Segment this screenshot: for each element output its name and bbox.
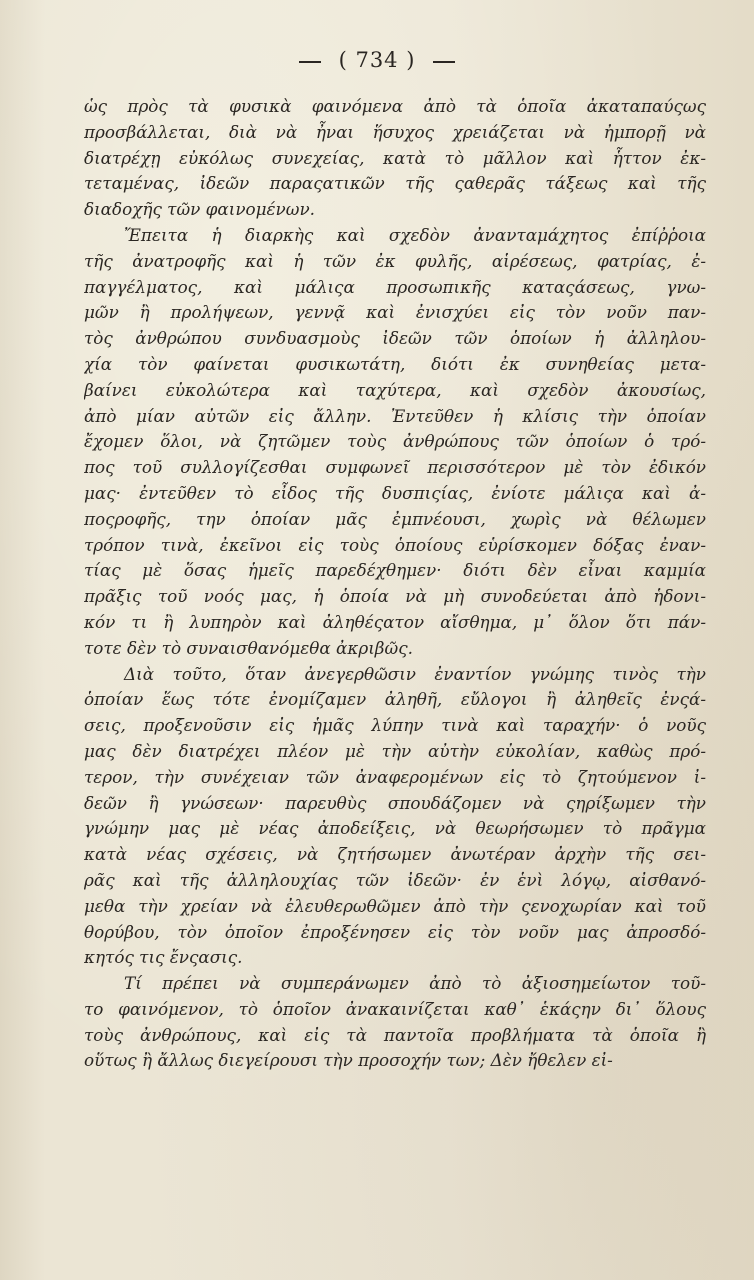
page-number: 734 [355,48,399,72]
text-line: κητός τις ἔνςασις. [84,947,243,968]
text-line: ρᾶς καὶ τῆς ἀλληλουχίας τῶν ἰδεῶν· ἐν ἑνὶ λόγῳ, αἰσθανό- [84,869,706,890]
header-dash-right [433,61,455,63]
paragraph [84,971,706,1074]
text-line: δεῶν ἢ γνώσεων· παρευθὺς σπουδάζομεν νὰ ςηρίξωμεν τὴν [84,792,706,813]
text-line: μῶν ἢ προλήψεων, γεννᾷ καὶ ἐνισχύει εἰς τὸν νοῦν παν- [84,302,706,323]
text-line: τοτε δὲν τὸ συναισθανόμεθα ἀκριβῶς. [84,637,413,658]
text-line: Ἔπειτα ἡ διαρκὴς καὶ σχεδὸν ἀνανταμάχητος ἐπίῤῥοια [124,224,706,245]
text-line: Τί πρέπει νὰ συμπεράνωμεν ἀπὸ τὸ ἀξιοσημείωτον τοῦ- [124,973,706,994]
paragraph [84,223,706,662]
text-line: μας δὲν διατρέχει πλέον μὲ τὴν αὐτὴν εὐκολίαν, καθὼς πρό- [84,740,706,761]
text-line: τρόπον τινὰ, ἐκεῖνοι εἰς τοὺς ὁποίους εὑρίσκομεν δόξας ἐναν- [84,534,706,555]
text-line: θορύβου, τὸν ὁποῖον ἐπροξένησεν εἰς τὸν νοῦν μας ἀπροσδό- [84,921,706,942]
text-line: ἔχομεν ὅλοι, νὰ ζητῶμεν τοὺς ἀνθρώπους τῶν ὁποίων ὁ τρό- [84,431,706,452]
text-line: οὕτως ἢ ἄλλως διεγείρουσι τὴν προσοχήν των; Δὲν ἤθελεν εἰ- [84,1050,613,1071]
text-line: τῆς ἀνατροφῆς καὶ ἡ τῶν ἐκ φυλῆς, αἱρέσεως, φατρίας, ἐ- [84,250,706,271]
text-line: χία τὸν φαίνεται φυσικωτάτη, διότι ἐκ συνηθείας μετα- [84,353,706,374]
text-line: ὁποίαν ἕως τότε ἐνομίζαμεν ἀληθῆ, εὔλογοι ἢ ἀληθεῖς ἐνςά- [84,689,706,710]
page-header [0,48,754,72]
body-text [84,94,706,1074]
text-line: γνώμην μας μὲ νέας ἀποδείξεις, νὰ θεωρήσωμεν τὸ πρᾶγμα [84,818,706,839]
text-line: διαδοχῆς τῶν φαινομένων. [84,199,315,220]
text-line: τίας μὲ ὅσας ἡμεῖς παρεδέχθημεν· διότι δὲν εἶναι καμμία [84,560,706,581]
text-line: προσβάλλεται, διὰ νὰ ἦναι ἥσυχος χρειάζεται νὰ ἠμπορῇ νὰ [84,121,706,142]
text-line: τερον, τὴν συνέχειαν τῶν ἀναφερομένων εἰς τὸ ζητούμενον ἰ- [84,766,706,787]
text-line: μας· ἐντεῦθεν τὸ εἶδος τῆς δυσπιςίας, ἐνίοτε μάλιςα καὶ ἀ- [84,482,706,503]
text-line: πρᾶξις τοῦ νοός μας, ἡ ὁποία νὰ μὴ συνοδεύεται ἀπὸ ἡδονι- [84,586,706,607]
text-line: παγγέλματος, καὶ μάλιςα προσωπικῆς καταςάσεως, γνω- [84,276,706,297]
text-line: Διὰ τοῦτο, ὅταν ἀνεγερθῶσιν ἐναντίον γνώμης τινὸς τὴν [124,663,706,684]
text-line: τοὺς ἀνθρώπους, καὶ εἰς τὰ παντοῖα προβλήματα τὰ ὁποῖα ἢ [84,1024,706,1045]
paragraph [84,94,706,223]
text-line: κατὰ νέας σχέσεις, νὰ ζητήσωμεν ἀνωτέραν ἀρχὴν τῆς σει- [84,844,706,865]
text-line: μεθα τὴν χρείαν νὰ ἐλευθερωθῶμεν ἀπὸ τὴν ςενοχωρίαν καὶ τοῦ [84,895,706,916]
header-dash-left [299,61,321,63]
text-line: ποςροφῆς, την ὁποίαν μᾶς ἐμπνέουσι, χωρὶς νὰ θέλωμεν [84,508,706,529]
text-line: ὡς πρὸς τὰ φυσικὰ φαινόμενα ἀπὸ τὰ ὁποῖα ἀκαταπαύςως [84,96,706,116]
page-number-close-paren: ) [406,48,416,72]
text-line: το φαινόμενον, τὸ ὁποῖον ἀνακαινίζεται καθ᾽ ἑκάςην δι᾽ ὅλους [84,998,706,1019]
text-line: τεταμένας, ἰδεῶν παραςατικῶν τῆς ςαθερᾶς τάξεως καὶ τῆς [84,173,706,194]
paragraph [84,662,706,972]
text-line: σεις, προξενοῦσιν εἰς ἡμᾶς λύπην τινὰ καὶ ταραχήν· ὁ νοῦς [84,715,706,736]
text-line: διατρέχῃ εὐκόλως συνεχείας, κατὰ τὸ μᾶλλον καὶ ἧττον ἐκ- [84,147,706,168]
text-line: πος τοῦ συλλογίζεσθαι συμφωνεῖ περισσότερον μὲ τὸν ἐδικόν [84,457,706,478]
text-line: βαίνει εὐκολώτερα καὶ ταχύτερα, καὶ σχεδὸν ἀκουσίως, [84,379,706,400]
text-line: ἀπὸ μίαν αὐτῶν εἰς ἄλλην. Ἐντεῦθεν ἡ κλίσις τὴν ὁποίαν [84,405,706,426]
text-line: κόν τι ἢ λυπηρὸν καὶ ἀληθέςατον αἴσθημα, μ᾽ ὅλον ὅτι πάν- [84,611,706,632]
text-line: τὸς ἀνθρώπου συνδυασμοὺς ἰδεῶν τῶν ὁποίων ἡ ἀλληλου- [84,328,706,349]
page-number-open-paren: ( [338,48,348,72]
